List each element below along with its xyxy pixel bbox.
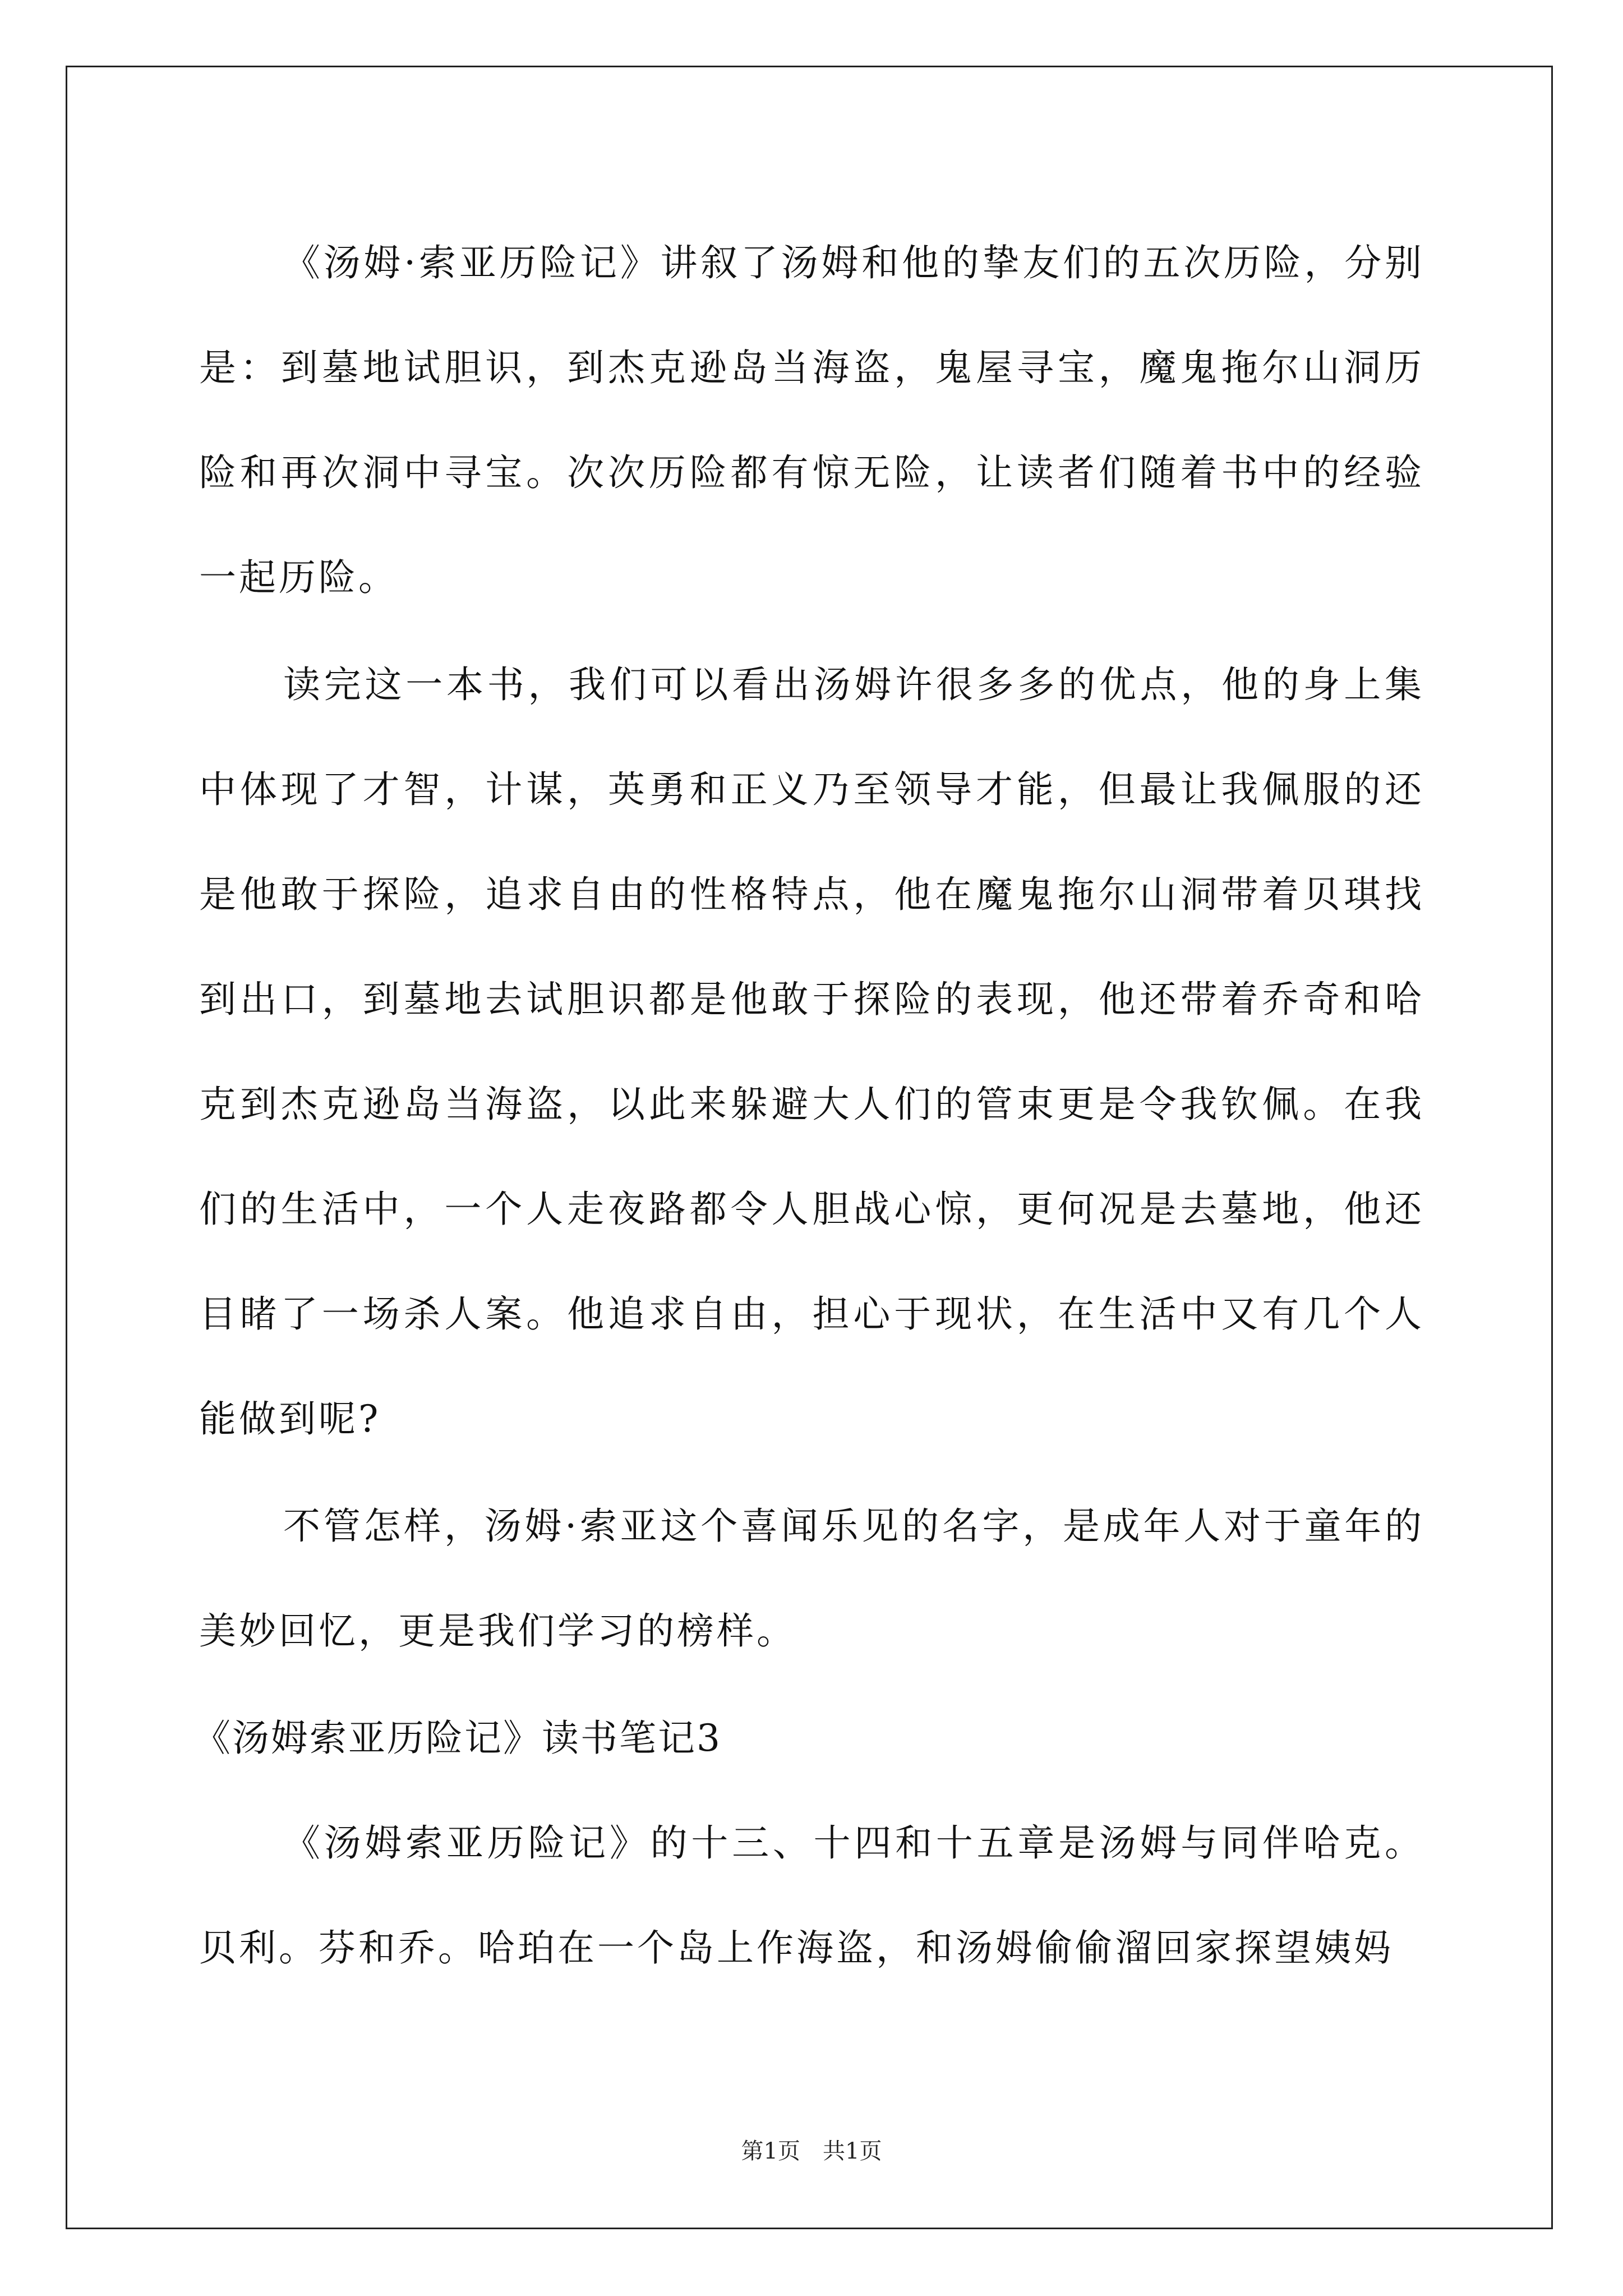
paragraph-chapters: 《汤姆索亚历险记》的十三、十四和十五章是汤姆与同伴哈克。贝利。芬和乔。哈珀在一个岛上作海盗，和汤姆偷偷溜回家探望姨妈 bbox=[199, 1821, 1424, 1970]
section-heading: 《汤姆索亚历险记》读书笔记3 bbox=[193, 1717, 722, 1760]
paragraph-tom-qualities: 读完这一本书，我们可以看出汤姆许很多多的优点，他的身上集中体现了才智，计谋，英勇和正义乃至领导才能，但最让我佩服的还是他敢于探险，追求自由的性格特点，他在魔鬼拖尔山洞带着贝琪找到出口，到墓地去试胆识都是他敢于探险的表现，他还带着乔奇和哈克到杰克逊岛当海盗，以此来躲避大人们的管束更是令我钦佩。在我们的生活中，一个人走夜路都令人胆战心惊，更何况是去墓地，他还目睹了一场杀人案。他追求自由，担心于现状，在生活中又有几个人能做到呢? bbox=[199, 663, 1424, 1441]
document-body bbox=[193, 210, 1424, 2003]
paragraph-adventures-summary: 《汤姆·索亚历险记》讲叙了汤姆和他的挚友们的五次历险，分别是：到墓地试胆识，到杰克逊岛当海盗，鬼屋寻宝，魔鬼拖尔山洞历险和再次洞中寻宝。次次历险都有惊无险，让读者们随着书中的经验一起历险。 bbox=[199, 241, 1424, 599]
paragraph-conclusion: 不管怎样，汤姆·索亚这个喜闻乐见的名字，是成年人对于童年的美妙回忆，更是我们学习的榜样。 bbox=[199, 1504, 1424, 1653]
page-number-footer: 第1页 共1页 bbox=[741, 2138, 882, 2164]
